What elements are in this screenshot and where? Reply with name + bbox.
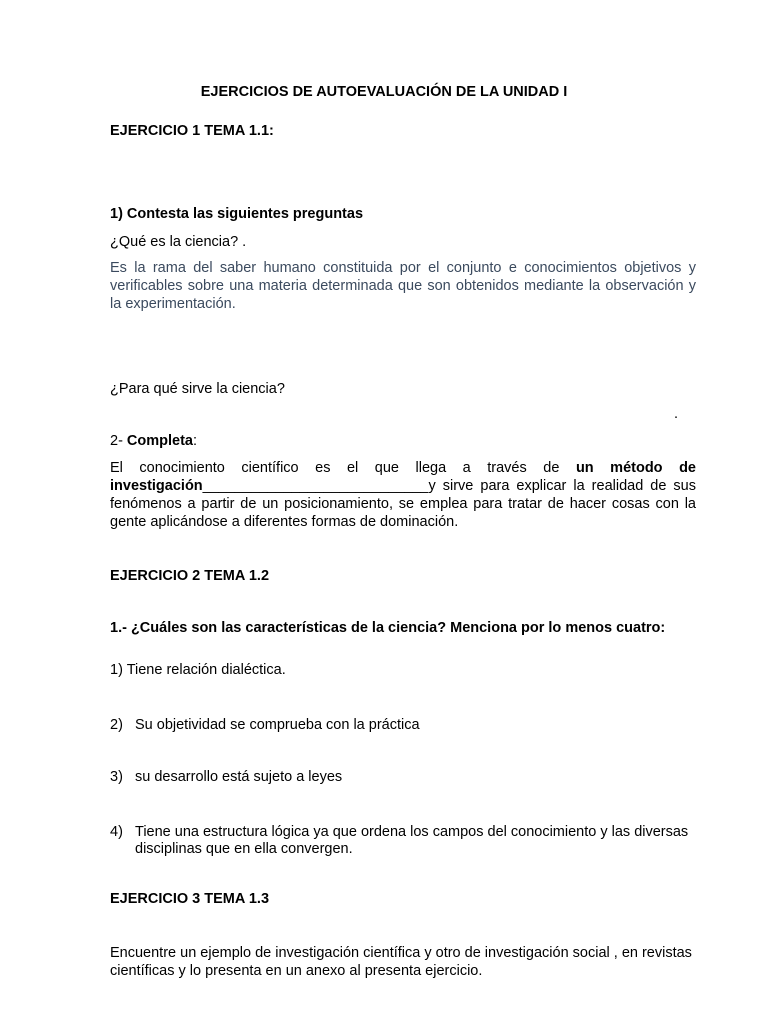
complete-blank: ____________________________ bbox=[202, 478, 429, 494]
list-item-text: Tiene una estructura lógica ya que ordena los campos del conocimiento y las diversas disciplinas que en ella convergen. bbox=[135, 824, 689, 857]
complete-paragraph bbox=[110, 459, 696, 531]
stray-dot: . bbox=[674, 406, 679, 422]
complete-bold-answer: un método de investigación bbox=[110, 460, 696, 494]
list-item-text: Su objetividad se comprueba con la práctica bbox=[135, 717, 420, 733]
list-item-number: 1) bbox=[110, 662, 123, 678]
list-item-number: 4) bbox=[110, 824, 123, 840]
characteristics-question: 1.- ¿Cuáles son las características de la ciencia? Menciona por lo menos cuatro: bbox=[110, 620, 666, 636]
exercise-1-heading: EJERCICIO 1 TEMA 1.1: bbox=[110, 123, 274, 139]
exercise-3-heading: EJERCICIO 3 TEMA 1.3 bbox=[110, 891, 270, 907]
complete-label: Completa bbox=[126, 433, 193, 449]
list-item bbox=[110, 824, 696, 858]
answer-what-is-science: Es la rama del saber humano constituida por el conjunto e conocimientos objetivos y verificables sobre una materia determinada que son obtenidos mediante la observación y la experimentación. bbox=[110, 260, 696, 312]
list-item bbox=[110, 717, 696, 734]
question-1-heading: 1) Contesta las siguientes preguntas bbox=[110, 206, 364, 222]
complete-colon: : bbox=[193, 433, 198, 449]
list-item-number: 2) bbox=[110, 717, 123, 733]
exercise-3-instructions: Encuentre un ejemplo de investigación científica y otro de investigación social , en revistas científicas y lo presenta en un anexo al presenta ejercicio. bbox=[110, 945, 692, 979]
list-item-text: su desarrollo está sujeto a leyes bbox=[135, 769, 343, 785]
complete-number: 2- bbox=[110, 433, 127, 449]
list-item-number: 3) bbox=[110, 769, 123, 785]
question-what-is-science-for: ¿Para qué sirve la ciencia? bbox=[110, 381, 285, 397]
list-item bbox=[110, 769, 696, 786]
list-item bbox=[110, 662, 696, 679]
complete-text-part-2: y sirve para explicar la realidad de sus fenómenos a partir de un posicionamiento, se emplea para tratar de hacer cosas con la gente aplicándose a diferentes formas de dominación. bbox=[110, 478, 696, 530]
question-what-is-science: ¿Qué es la ciencia? . bbox=[110, 234, 247, 250]
exercise-2-heading: EJERCICIO 2 TEMA 1.2 bbox=[110, 568, 270, 584]
list-item-text: Tiene relación dialéctica. bbox=[126, 662, 286, 678]
page-title: EJERCICIOS DE AUTOEVALUACIÓN DE LA UNIDAD I bbox=[200, 84, 568, 100]
complete-heading bbox=[110, 432, 696, 450]
complete-text-part-1: El conocimiento científico es el que llega a través de bbox=[110, 460, 576, 476]
